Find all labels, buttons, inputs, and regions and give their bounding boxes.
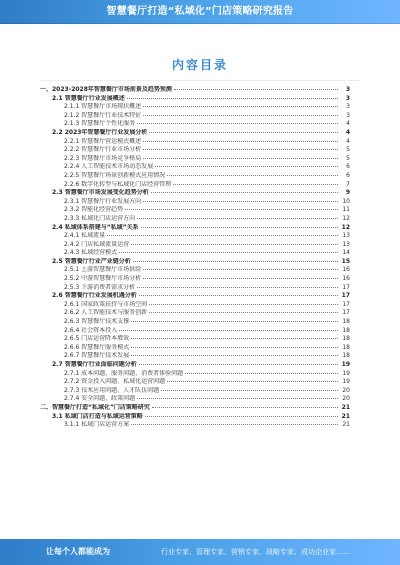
toc-item-text: 2.7.1 成本问题、服务问题、消费者体验问题 xyxy=(64,369,184,377)
toc-leader-dots xyxy=(139,364,338,365)
toc-leader-dots xyxy=(167,175,338,176)
toc-item[interactable] xyxy=(40,138,350,147)
toc-item[interactable] xyxy=(40,378,350,387)
toc-item-text: 2.4.2 门店私域流量运营 xyxy=(64,240,130,248)
toc-item-text: 2.6.1 国家政策扶持与市场空间 xyxy=(64,300,148,308)
toc-heading: 内容目录 xyxy=(171,58,228,72)
toc-item[interactable] xyxy=(40,266,350,275)
toc-item-text: 2.6.5 门店运营降本增效 xyxy=(64,335,130,343)
toc-item[interactable] xyxy=(40,241,350,250)
toc-leader-dots xyxy=(149,132,338,133)
toc-item[interactable] xyxy=(40,129,350,138)
toc-leader-dots xyxy=(107,235,338,236)
toc-item-page-number: 19 xyxy=(342,369,350,377)
toc-leader-dots xyxy=(131,424,338,425)
toc-item-text: 2.5.1 上游智慧餐厅市场供给 xyxy=(64,266,142,274)
toc-leader-dots xyxy=(149,312,338,313)
toc-item-text: 2.4.1 私域流量 xyxy=(64,232,106,240)
toc-leader-dots xyxy=(143,269,338,270)
footer-right-text: 行业专家、管理专家、营销专家、战略专家、成功企业家…… xyxy=(161,548,350,556)
toc-item[interactable] xyxy=(40,181,350,190)
toc-item[interactable] xyxy=(40,146,350,155)
toc-item-text: 2.2.1 智慧餐厅营运模式概述 xyxy=(64,137,142,145)
toc-item-page-number: 3 xyxy=(346,111,350,119)
toc-item[interactable] xyxy=(40,421,350,430)
toc-item-page-number: 18 xyxy=(342,343,350,351)
toc-leader-dots xyxy=(152,407,338,408)
toc-item[interactable] xyxy=(40,224,350,233)
toc-leader-dots xyxy=(131,355,338,356)
toc-leader-dots xyxy=(143,106,338,107)
report-title: 智慧餐厅打造“私域化”门店策略研究报告 xyxy=(106,6,294,17)
toc-leader-dots xyxy=(185,373,338,374)
toc-item-text: 2.4.3 私域经营模式 xyxy=(64,249,118,257)
toc-leader-dots xyxy=(137,287,338,288)
toc-item-page-number: 21 xyxy=(341,412,350,420)
toc-item-page-number: 13 xyxy=(342,240,350,248)
toc-item-text: 2.2.5 智慧餐厅场景创新模式应用情况 xyxy=(64,171,166,179)
toc-item[interactable] xyxy=(40,172,350,181)
toc-item[interactable] xyxy=(40,309,350,318)
toc-leader-dots xyxy=(119,252,338,253)
toc-item-page-number: 21 xyxy=(342,421,350,429)
toc-item-page-number: 3 xyxy=(345,94,350,102)
toc-item-text: 2.6.7 智慧餐厅技术发展 xyxy=(64,352,130,360)
toc-leader-dots xyxy=(143,115,338,116)
toc-item-text: 2.1 智慧餐厅行业发展概述 xyxy=(52,94,125,102)
toc-leader-dots xyxy=(131,338,338,339)
toc-item[interactable] xyxy=(40,361,350,370)
toc-item-page-number: 20 xyxy=(342,395,350,403)
toc-leader-dots xyxy=(143,149,338,150)
toc-item-page-number: 3 xyxy=(346,103,350,111)
toc-item-text: 2.4 私域体系搭建与“私域”关系 xyxy=(52,223,139,231)
toc-item-page-number: 3 xyxy=(345,86,350,93)
toc-item[interactable] xyxy=(40,103,350,112)
toc-leader-dots xyxy=(127,98,338,99)
toc-item-page-number: 16 xyxy=(342,275,350,283)
toc-item-page-number: 7 xyxy=(346,180,350,188)
toc-item[interactable] xyxy=(40,275,350,284)
toc-leader-dots xyxy=(167,381,338,382)
toc-item[interactable] xyxy=(40,189,350,198)
toc-leader-dots xyxy=(131,244,338,245)
toc-leader-dots xyxy=(161,390,338,391)
toc-item-text: 2.7.4 安全问题、政策问题 xyxy=(64,395,136,403)
toc-item-text: 2.7.3 技术应用问题、人才队伍问题 xyxy=(64,386,160,394)
toc-item[interactable] xyxy=(40,404,350,413)
toc-item[interactable] xyxy=(40,352,350,361)
toc-item[interactable] xyxy=(40,335,350,344)
toc-item-page-number: 18 xyxy=(342,335,350,343)
toc-leader-dots xyxy=(141,227,338,228)
toc-item-text: 2.1.1 智慧餐厅市场现状概述 xyxy=(64,103,142,111)
toc-item[interactable] xyxy=(40,206,350,215)
toc-item-text: 2.3.1 智慧餐厅行业发展方向 xyxy=(64,197,142,205)
toc-item-text: 2.6.4 社会资本投入 xyxy=(64,326,118,334)
toc-item-page-number: 17 xyxy=(341,292,350,300)
toc-item-text: 2.1.3 智慧餐厅个性化服务 xyxy=(64,120,136,128)
toc-leader-dots xyxy=(173,184,338,185)
toc-item-page-number: 18 xyxy=(342,318,350,326)
toc-item[interactable] xyxy=(40,301,350,310)
toc-item-page-number: 12 xyxy=(342,214,350,222)
toc-leader-dots xyxy=(137,123,338,124)
toc-leader-dots xyxy=(149,304,338,305)
toc-item-text: 2.2.2 智慧餐厅行业市场分析 xyxy=(64,146,142,154)
toc-item-page-number: 21 xyxy=(341,403,350,411)
toc-item-page-number: 4 xyxy=(346,137,350,145)
toc-item-page-number: 9 xyxy=(345,189,350,197)
toc-item[interactable] xyxy=(40,95,350,104)
toc-item[interactable] xyxy=(40,344,350,353)
toc-item[interactable] xyxy=(40,120,350,129)
toc-leader-dots xyxy=(143,278,338,279)
toc-item[interactable] xyxy=(40,258,350,267)
toc-item-text: 2.7 智慧餐厅行业面临问题分析 xyxy=(52,361,137,368)
toc-item-text: 2.5.2 中游智慧餐厅市场分析 xyxy=(64,275,142,283)
toc-item[interactable] xyxy=(40,215,350,224)
toc-item-text: 一、2023-2028年智慧餐厅市场前景及趋势预测 xyxy=(40,86,172,93)
toc-item[interactable] xyxy=(40,155,350,164)
toc-item-page-number: 6 xyxy=(346,171,350,179)
toc-item-page-number: 4 xyxy=(346,120,350,128)
toc-item-text: 2.6.6 智慧餐厅服务模式 xyxy=(64,343,130,351)
toc-item-page-number: 12 xyxy=(341,223,350,231)
toc-item-page-number: 6 xyxy=(346,163,350,171)
toc-item[interactable] xyxy=(40,395,350,404)
toc-item[interactable] xyxy=(40,232,350,241)
toc-item-text: 2.3.3 私域化门店运营方向 xyxy=(64,214,136,222)
toc-leader-dots xyxy=(119,330,338,331)
toc-item-text: 2.1.2 智慧餐厅行业技术特征 xyxy=(64,111,142,119)
toc-item-page-number: 14 xyxy=(342,249,350,257)
toc-item-page-number: 16 xyxy=(342,266,350,274)
toc-leader-dots xyxy=(131,321,338,322)
toc-item[interactable] xyxy=(40,112,350,121)
toc-leader-dots xyxy=(143,201,338,202)
footer-left-text: 让每个人都能成为 xyxy=(46,547,110,556)
toc-item-text: 2.2.3 智慧餐厅市场竞争格局 xyxy=(64,154,142,162)
toc-item-text: 2.6 智慧餐厅行业发展机遇分析 xyxy=(52,292,137,300)
toc-item-text: 2.2 2023年智慧餐厅行业发展分析 xyxy=(52,128,148,136)
toc-leader-dots xyxy=(137,398,338,399)
toc-item[interactable] xyxy=(40,249,350,258)
toc-item[interactable] xyxy=(40,163,350,172)
toc-leader-dots xyxy=(174,89,338,90)
toc-leader-dots xyxy=(151,192,338,193)
toc-item-page-number: 4 xyxy=(345,128,350,136)
toc-item-page-number: 5 xyxy=(346,154,350,162)
toc-item-page-number: 17 xyxy=(342,283,350,291)
toc-item-page-number: 17 xyxy=(342,300,350,308)
toc-leader-dots xyxy=(137,218,338,219)
toc-item-text: 2.6.2 人工智能技术与服务创新 xyxy=(64,309,148,317)
toc-item-page-number: 17 xyxy=(342,309,350,317)
toc-item[interactable] xyxy=(40,86,350,95)
toc-leader-dots xyxy=(143,158,338,159)
toc-item[interactable] xyxy=(40,318,350,327)
toc-leader-dots xyxy=(125,209,338,210)
toc-item-text: 2.3.2 智能化经营趋势 xyxy=(64,206,124,214)
toc-item-page-number: 19 xyxy=(342,378,350,386)
toc-item[interactable] xyxy=(40,370,350,379)
toc-leader-dots xyxy=(133,261,338,262)
toc-item-page-number: 5 xyxy=(346,146,350,154)
toc-item-page-number: 18 xyxy=(342,326,350,334)
toc-item-text: 2.5.3 下游消费者需求分析 xyxy=(64,283,136,291)
toc-item-text: 2.6.3 智慧餐厅技术支撑 xyxy=(64,318,130,326)
toc-item[interactable] xyxy=(40,327,350,336)
toc-item-page-number: 18 xyxy=(342,352,350,360)
toc-item-page-number: 10 xyxy=(342,197,350,205)
toc-item[interactable] xyxy=(40,284,350,293)
toc-leader-dots xyxy=(145,416,338,417)
toc-leader-dots xyxy=(131,347,338,348)
table-of-contents xyxy=(40,86,350,430)
toc-item-text: 3.1 私域门店打造与私域运营策略 xyxy=(52,412,143,420)
toc-item[interactable] xyxy=(40,292,350,301)
toc-item-text: 2.2.4 人工智能技术市场动态发展 xyxy=(64,163,154,171)
toc-item-page-number: 19 xyxy=(341,361,350,368)
toc-item-page-number: 20 xyxy=(342,386,350,394)
toc-item-text: 2.3 智慧餐厅市场发展变化趋势分析 xyxy=(52,189,149,197)
toc-item-page-number: 13 xyxy=(342,232,350,240)
toc-item-text: 3.1.1 私域门店运营方案 xyxy=(64,421,130,429)
toc-item-text: 2.2.6 数字化转型与私域化门店经营管理 xyxy=(64,180,172,188)
toc-item-text: 2.5 智慧餐厅行业产业链分析 xyxy=(52,257,131,265)
toc-item-page-number: 15 xyxy=(341,257,350,265)
toc-item-text: 2.7.2 资金投入问题、私域化运营问题 xyxy=(64,378,166,386)
toc-leader-dots xyxy=(139,295,338,296)
toc-leader-dots xyxy=(155,166,338,167)
toc-item[interactable] xyxy=(40,198,350,207)
toc-item-text: 二、智慧餐厅打造“私域化”门店策略研究 xyxy=(40,403,150,411)
toc-leader-dots xyxy=(143,141,338,142)
toc-item[interactable] xyxy=(40,413,350,422)
toc-divider xyxy=(40,80,360,81)
toc-item-page-number: 11 xyxy=(342,206,350,214)
toc-item[interactable] xyxy=(40,387,350,396)
